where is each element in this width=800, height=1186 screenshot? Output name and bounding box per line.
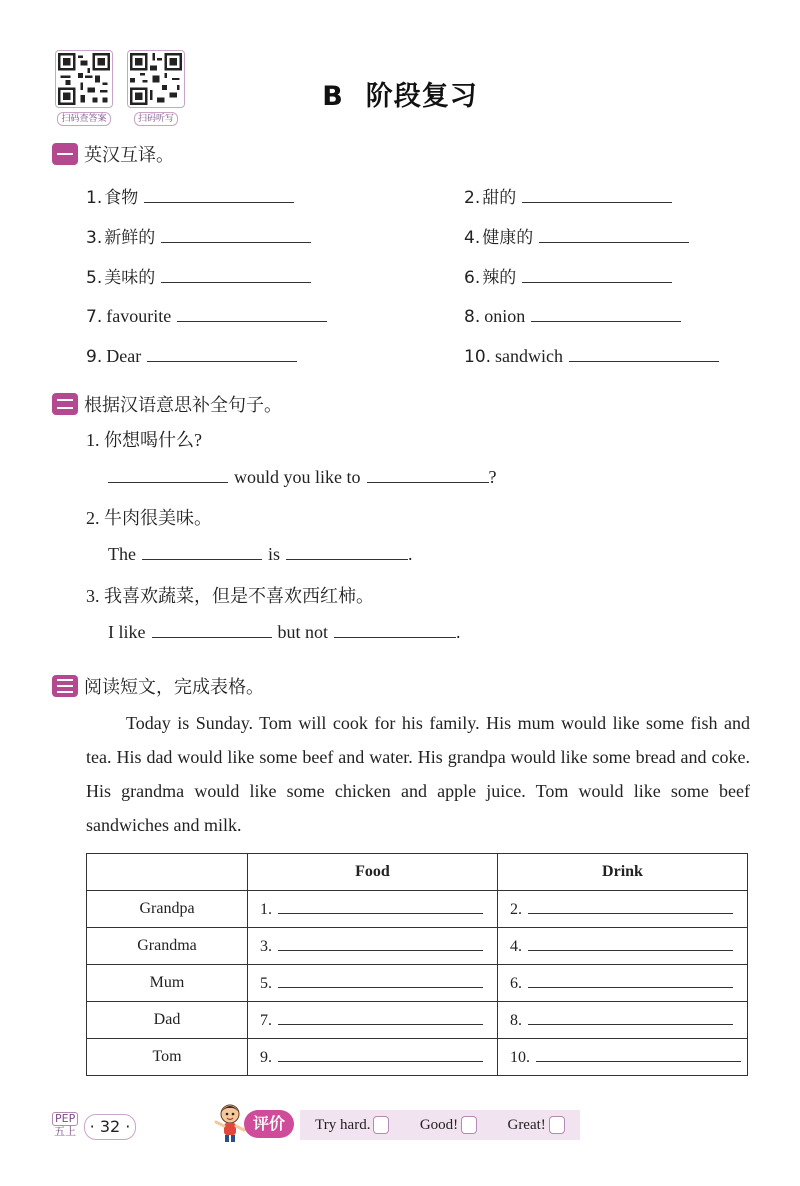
vocab-grid [86, 175, 746, 375]
answer-blank[interactable] [569, 344, 719, 362]
answer-blank[interactable] [528, 900, 733, 914]
table-header: Food [248, 854, 498, 891]
answer-blank[interactable] [286, 542, 408, 560]
evaluation-badge: 评价 [244, 1110, 294, 1138]
answer-table [86, 853, 748, 1076]
section-title: 英汉互译。 [84, 145, 174, 166]
rating-great[interactable]: Great! [507, 1116, 564, 1134]
list-item: 2. 甜的 [464, 183, 746, 208]
food-cell: 1. [248, 891, 498, 928]
answer-blank[interactable] [147, 344, 297, 362]
question-prompt: 1. 你想喝什么? [86, 430, 202, 450]
answer-blank[interactable] [152, 620, 272, 638]
checkbox[interactable] [549, 1116, 565, 1134]
food-cell: 5. [248, 965, 498, 1002]
list-item: 1. 食物 [86, 183, 464, 208]
answer-blank[interactable] [144, 185, 294, 203]
answer-blank[interactable] [528, 1011, 733, 1025]
answer-blank[interactable] [528, 937, 733, 951]
answer-blank[interactable] [539, 225, 689, 243]
list-item: 4. 健康的 [464, 223, 746, 248]
section-number-two-icon [52, 393, 78, 415]
table-header [87, 854, 248, 891]
answer-blank[interactable] [536, 1048, 741, 1062]
section-3-header [52, 673, 264, 699]
table-header: Drink [498, 854, 748, 891]
section-number-three-icon [52, 675, 78, 697]
answer-blank[interactable] [522, 185, 672, 203]
answer-blank[interactable] [278, 1048, 483, 1062]
list-item: 10. sandwich [464, 344, 746, 367]
answer-blank[interactable] [278, 900, 483, 914]
question-prompt: 2. 牛肉很美味。 [86, 508, 212, 528]
food-cell: 3. [248, 928, 498, 965]
qr-caption: 扫码查答案 [57, 112, 110, 126]
section-title: 阅读短文，完成表格。 [84, 677, 264, 698]
person-name: Tom [87, 1039, 248, 1076]
answer-blank[interactable] [161, 225, 311, 243]
person-name: Grandpa [87, 891, 248, 928]
drink-cell: 4. [498, 928, 748, 965]
list-item: 7. favourite [86, 304, 464, 327]
answer-blank[interactable] [161, 265, 311, 283]
section-title: 根据汉语意思补全句子。 [84, 395, 282, 416]
list-item: 9. Dear [86, 344, 464, 367]
answer-blank[interactable] [278, 1011, 483, 1025]
table-row [87, 1002, 748, 1039]
sentence-line: I like but not . [108, 622, 461, 642]
title-text: 阶段复习 [365, 81, 478, 112]
table-header-row [87, 854, 748, 891]
table-row [87, 891, 748, 928]
answer-blank[interactable] [108, 465, 228, 483]
person-name: Grandma [87, 928, 248, 965]
food-cell: 9. [248, 1039, 498, 1076]
answer-blank[interactable] [177, 304, 327, 322]
section-1-header [52, 141, 174, 167]
list-item: 5. 美味的 [86, 263, 464, 288]
list-item: 8. onion [464, 304, 746, 327]
rating-try-hard[interactable]: Try hard. [315, 1116, 389, 1134]
sentence-line: The is . [108, 544, 413, 564]
question-prompt: 3. 我喜欢蔬菜，但是不喜欢西红柿。 [86, 586, 374, 606]
list-item: 6. 辣的 [464, 263, 746, 288]
person-name: Mum [87, 965, 248, 1002]
drink-cell: 2. [498, 891, 748, 928]
list-item: 3. 新鲜的 [86, 223, 464, 248]
table-row [87, 1039, 748, 1076]
person-name: Dad [87, 1002, 248, 1039]
title-letter: B [322, 81, 344, 112]
drink-cell: 6. [498, 965, 748, 1002]
answer-blank[interactable] [334, 620, 456, 638]
self-evaluation-bar [300, 1110, 580, 1140]
drink-cell: 8. [498, 1002, 748, 1039]
answer-blank[interactable] [367, 465, 489, 483]
answer-blank[interactable] [278, 937, 483, 951]
page-number: · 32 · [84, 1114, 136, 1140]
table-row [87, 928, 748, 965]
answer-blank[interactable] [142, 542, 262, 560]
edition-label: PEP 五上 [52, 1112, 78, 1138]
page-title [0, 74, 800, 113]
drink-cell: 10. [498, 1039, 748, 1076]
checkbox[interactable] [373, 1116, 389, 1134]
rating-good[interactable]: Good! [420, 1116, 477, 1134]
sentence-line: would you like to ? [108, 465, 497, 488]
answer-blank[interactable] [278, 974, 483, 988]
qr-caption: 扫码听写 [134, 112, 178, 126]
reading-passage: Today is Sunday. Tom will cook for his family. His mum would like some fish and tea. His dad would like some beef and water. His grandpa would like some bread and coke. His grandma would like some chicken and apple juice. Tom would like some beef sandwiches and milk. [86, 713, 750, 835]
answer-blank[interactable] [531, 304, 681, 322]
answer-blank[interactable] [522, 265, 672, 283]
table-row [87, 965, 748, 1002]
checkbox[interactable] [461, 1116, 477, 1134]
section-number-one-icon [52, 143, 78, 165]
answer-blank[interactable] [528, 974, 733, 988]
section-2-header [52, 391, 282, 417]
food-cell: 7. [248, 1002, 498, 1039]
